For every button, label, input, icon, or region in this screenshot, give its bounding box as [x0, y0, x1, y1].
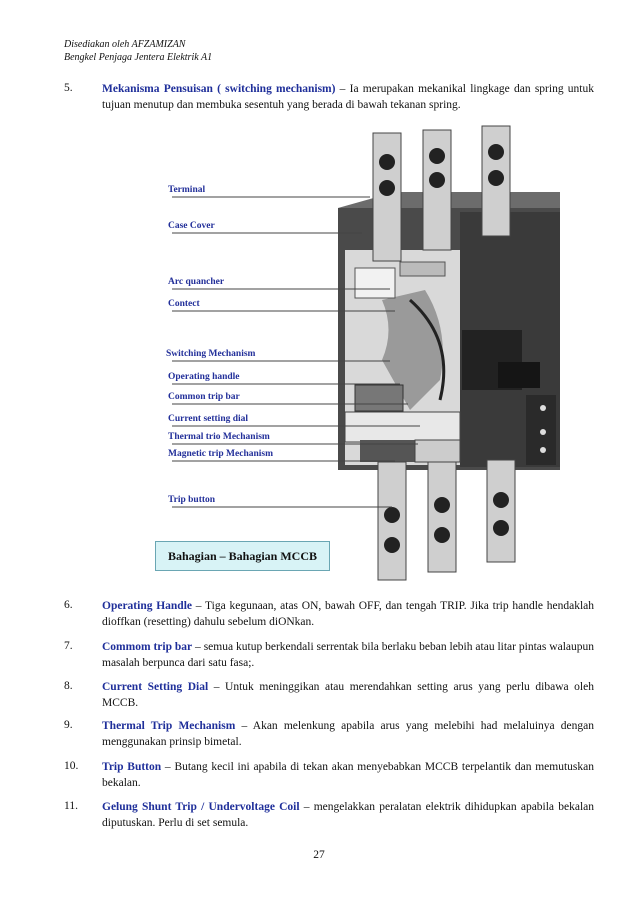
label-current-setting-dial: Current setting dial	[168, 414, 249, 424]
item-9-text: – Akan melenkung apabila arus yang melebihi had melaluinya dengan menggunakan prinsip bimetal.	[102, 720, 595, 748]
item-8-text: – Untuk meninggikan atau merendahkan setting arus yang perlu dibawa oleh MCCB.	[102, 681, 594, 709]
figure-caption: Bahagian – Bahagian MCCB	[155, 541, 330, 571]
item-8-number: 8.	[64, 680, 73, 692]
label-arc-quencher: Arc quancher	[168, 277, 225, 287]
item-10-number: 10.	[64, 760, 79, 772]
label-common-trip-bar: Common trip bar	[168, 392, 240, 402]
label-terminal: Terminal	[168, 185, 206, 195]
item-9-term: Thermal Trip Mechanism	[102, 720, 236, 732]
top-terminals	[373, 126, 510, 261]
item-6	[102, 598, 594, 630]
bottom-terminals	[378, 460, 515, 580]
label-contact: Contect	[168, 299, 200, 309]
item-11-text: – mengelakkan peralatan elektrik dihidupkan apabila bekalan diputuskan. Perlu di set semula.	[102, 801, 594, 829]
item-5-text: – Ia merupakan mekanikal lingkage dan spring untuk tujuan menutup dan membuka sesentuh yang berada di bawah tekanan spring.	[102, 83, 594, 111]
item-7	[102, 639, 594, 671]
item-11-term: Gelung Shunt Trip / Undervoltage Coil	[102, 801, 300, 813]
item-10-term: Trip Button	[102, 761, 162, 773]
label-switching-mechanism: Switching Mechanism	[166, 349, 256, 359]
bottom-terminal-screws	[384, 492, 509, 553]
item-10	[102, 759, 594, 791]
item-9	[102, 718, 594, 750]
item-8	[102, 679, 594, 711]
item-10-text: – Butang kecil ini apabila di tekan akan menyebabkan MCCB terpelantik dan memutuskan bekalan.	[102, 761, 594, 789]
label-case-cover: Case Cover	[168, 221, 215, 231]
label-magnetic-trip-mechanism: Magnetic trip Mechanism	[168, 449, 274, 459]
label-operating-handle: Operating handle	[168, 372, 240, 382]
item-6-term: Operating Handle	[102, 600, 193, 612]
item-6-number: 6.	[64, 599, 73, 611]
page-number: 27	[313, 849, 325, 861]
item-11-number: 11.	[64, 800, 78, 812]
item-5	[102, 81, 594, 113]
label-trip-button: Trip button	[168, 495, 216, 505]
item-5-number: 5.	[64, 82, 73, 94]
item-6-text: – Tiga kegunaan, atas ON, bawah OFF, dan tengah TRIP. Jika trip handle hendaklah dioffkan (resetting) dahulu sebelum diONkan.	[102, 600, 594, 628]
header-author: Disediakan oleh AFZAMIZAN	[64, 39, 186, 50]
header-subtitle: Bengkel Penjaga Jentera Elektrik A1	[64, 52, 213, 63]
item-9-number: 9.	[64, 719, 73, 731]
item-8-term: Current Setting Dial	[102, 681, 209, 693]
item-11	[102, 799, 594, 831]
item-7-number: 7.	[64, 640, 73, 652]
item-7-text: – semua kutup berkendali serrentak bila berlaku beban lebih atau litar pintas walaupun masalah berpunca dari satu fasa;.	[102, 641, 594, 669]
item-5-term: Mekanisma Pensuisan ( switching mechanism)	[102, 83, 336, 95]
mccb-body	[338, 192, 560, 470]
label-thermal-trip-mechanism: Thermal trio Mechanism	[168, 432, 270, 442]
terminal-screws	[379, 144, 504, 196]
item-7-term: Commom trip bar	[102, 641, 193, 653]
